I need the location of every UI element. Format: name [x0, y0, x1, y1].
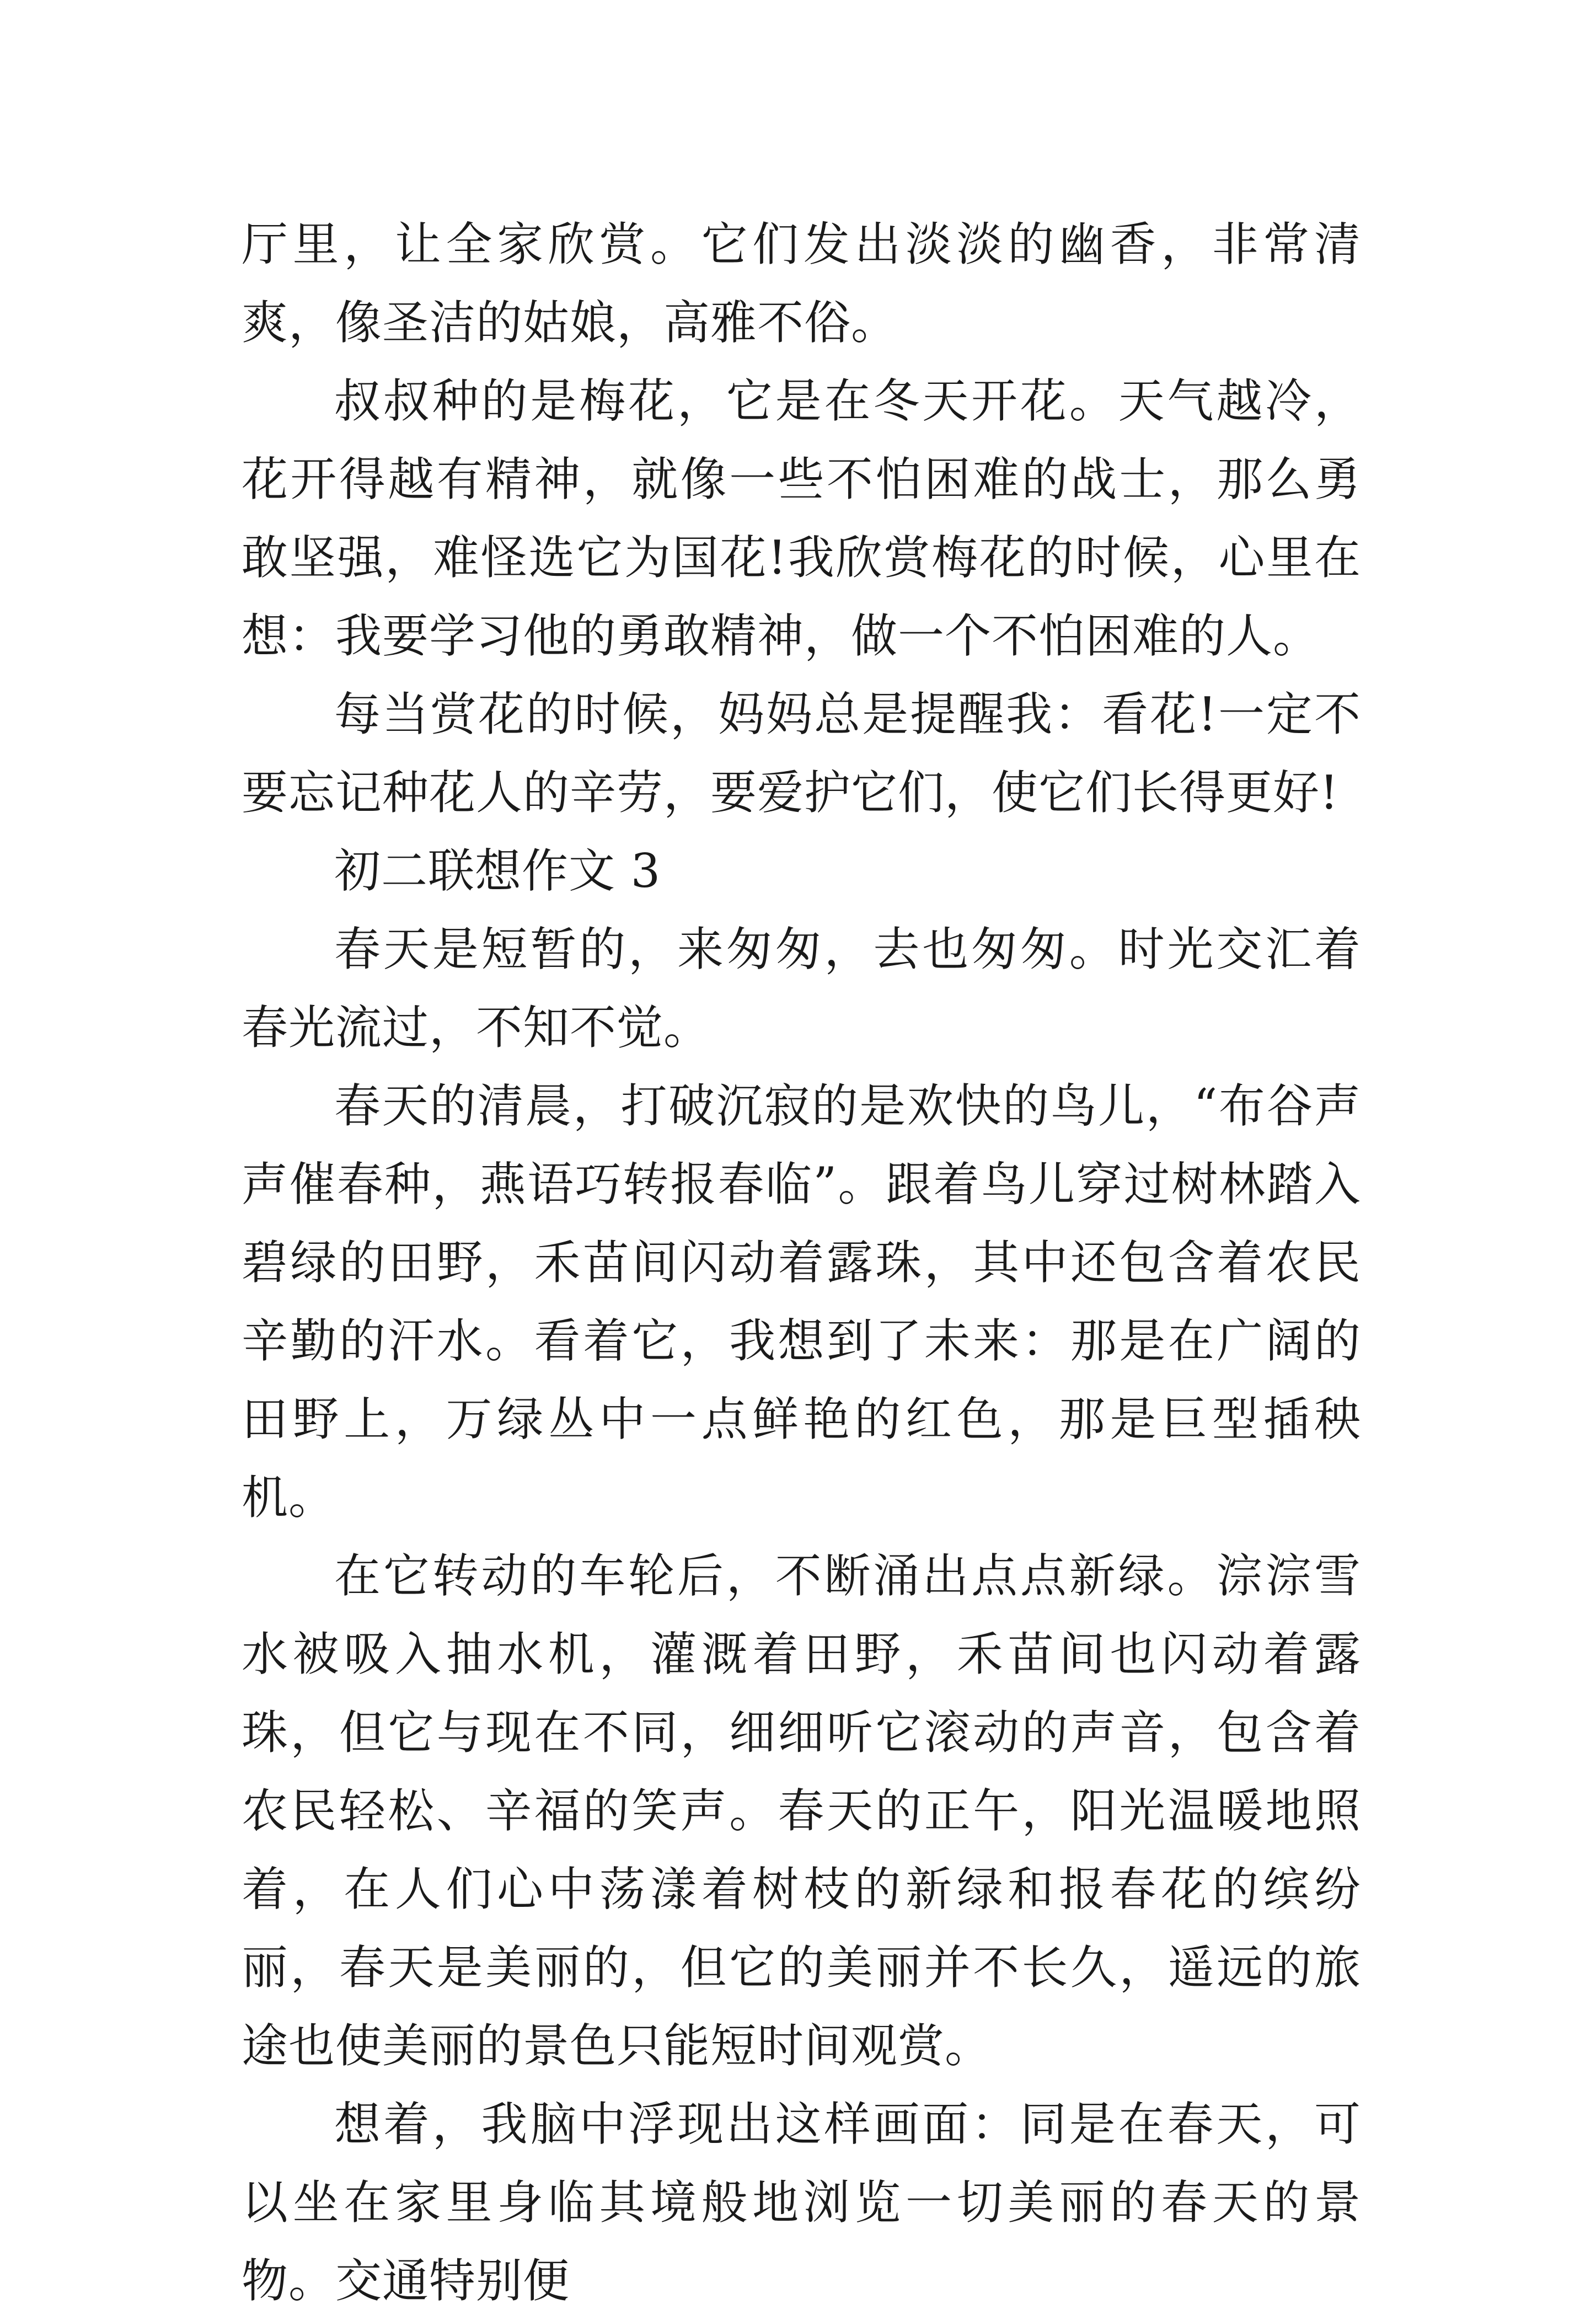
paragraph: 厅里，让全家欣赏。它们发出淡淡的幽香，非常清爽，像圣洁的姑娘，高雅不俗。 [242, 217, 1361, 350]
paragraph: 每当赏花的时候，妈妈总是提醒我：看花!一定不要忘记种花人的辛劳，要爱护它们，使它们长得更好! [242, 687, 1361, 820]
section-heading: 初二联想作文 3 [334, 844, 661, 898]
document-body [242, 205, 1408, 2320]
paragraph: 春天的清晨，打破沉寂的是欢快的鸟儿，“布谷声声催春种，燕语巧转报春临”。跟着鸟儿穿过树林踏入碧绿的田野，禾苗间闪动着露珠，其中还包含着农民辛勤的汗水。看着它，我想到了未来：那是在广阔的田野上，万绿丛中一点鲜艳的红色，那是巨型插秧机。 [242, 1079, 1361, 1525]
paragraph: 叔叔种的是梅花，它是在冬天开花。天气越冷，花开得越有精神，就像一些不怕困难的战士，那么勇敢坚强，难怪选它为国花!我欣赏梅花的时候，心里在想：我要学习他的勇敢精神，做一个不怕困难的人。 [242, 374, 1361, 663]
paragraph: 在它转动的车轮后，不断涌出点点新绿。淙淙雪水被吸入抽水机，灌溉着田野，禾苗间也闪动着露珠，但它与现在不同，细细听它滚动的声音，包含着农民轻松、辛福的笑声。春天的正午，阳光温暖地照着，在人们心中荡漾着树枝的新绿和报春花的缤纷 丽，春天是美丽的，但它的美丽并不长久，遥远的旅途也使美丽的景色只能短时间观赏。 [242, 1549, 1408, 2073]
paragraph: 想着，我脑中浮现出这样画面：同是在春天，可以坐在家里身临其境般地浏览一切美丽的春天的景物。交通特别便 [242, 2097, 1361, 2308]
paragraph: 春天是短暂的，来匆匆，去也匆匆。时光交汇着春光流过，不知不觉。 [242, 922, 1361, 1055]
